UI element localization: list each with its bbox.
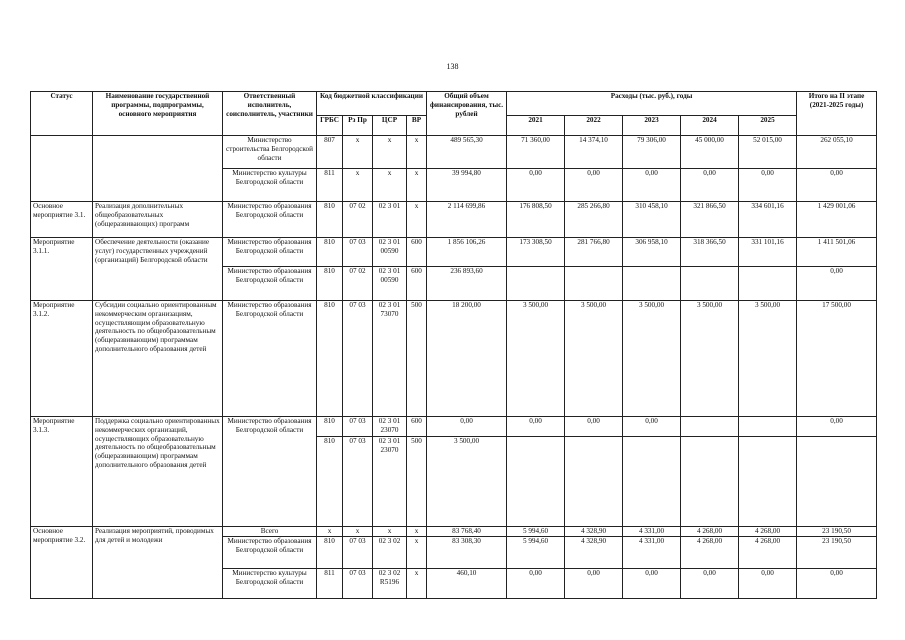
csr-cell: х — [373, 527, 407, 537]
vr-cell: х — [407, 202, 427, 238]
y2024-cell: 3 500,00 — [681, 301, 739, 417]
total-cell: 83 768,40 — [427, 527, 507, 537]
status-cell: Основное мероприятие 3.1. — [31, 202, 93, 238]
stage-total-cell — [797, 437, 877, 527]
y2024-cell: 4 268,00 — [681, 537, 739, 569]
total-cell: 18 200,00 — [427, 301, 507, 417]
table-row — [31, 527, 877, 537]
header-vr: ВР — [407, 116, 427, 136]
y2021-cell: 173 308,50 — [507, 238, 565, 267]
stage-total-cell: 1 411 501,06 — [797, 238, 877, 267]
y2022-cell: 4 328,90 — [565, 527, 623, 537]
vr-cell: 600 — [407, 417, 427, 437]
y2023-cell: 310 458,10 — [623, 202, 681, 238]
header-grbs: ГРБС — [317, 116, 343, 136]
y2022-cell: 0,00 — [565, 417, 623, 437]
y2023-cell: 3 500,00 — [623, 301, 681, 417]
name-cell: Реализация дополнительных общеобразовательных (общеразвивающих) программ — [93, 202, 223, 238]
stage-total-cell: 0,00 — [797, 569, 877, 599]
rzpr-cell: 07 03 — [343, 437, 373, 527]
rzpr-cell: 07 03 — [343, 238, 373, 267]
y2021-cell: 3 500,00 — [507, 301, 565, 417]
csr-cell: 02 3 01 00590 — [373, 267, 407, 301]
name-cell: Поддержка социально ориентированных некоммерческих организаций, осуществляющих образовательную деятельность по общеобразовательным (общеразвивающим) программам дополнительного образования детей — [93, 417, 223, 527]
vr-cell: х — [407, 169, 427, 202]
status-cell: Мероприятие 3.1.3. — [31, 417, 93, 527]
total-cell: 460,10 — [427, 569, 507, 599]
vr-cell: 600 — [407, 267, 427, 301]
y2023-cell: 0,00 — [623, 169, 681, 202]
grbs-cell: 811 — [317, 569, 343, 599]
y2025-cell — [739, 267, 797, 301]
y2021-cell: 0,00 — [507, 569, 565, 599]
y2025-cell: 0,00 — [739, 169, 797, 202]
header-2022: 2022 — [565, 116, 623, 136]
vr-cell: 500 — [407, 437, 427, 527]
grbs-cell: 810 — [317, 238, 343, 267]
y2021-cell: 5 994,60 — [507, 537, 565, 569]
y2024-cell: 318 366,50 — [681, 238, 739, 267]
total-cell: 39 994,80 — [427, 169, 507, 202]
y2023-cell — [623, 437, 681, 527]
rzpr-cell: 07 03 — [343, 301, 373, 417]
total-cell: 236 893,60 — [427, 267, 507, 301]
y2023-cell — [623, 267, 681, 301]
header-2023: 2023 — [623, 116, 681, 136]
y2022-cell: 3 500,00 — [565, 301, 623, 417]
y2024-cell: 321 866,50 — [681, 202, 739, 238]
rzpr-cell: 07 02 — [343, 202, 373, 238]
name-cell: Реализация мероприятий, проводимых для детей и молодежи — [93, 527, 223, 599]
y2023-cell: 4 331,00 — [623, 537, 681, 569]
y2021-cell: 71 360,00 — [507, 136, 565, 169]
y2024-cell: 45 000,00 — [681, 136, 739, 169]
y2025-cell: 3 500,00 — [739, 301, 797, 417]
name-cell: Субсидии социально ориентированным некоммерческим организациям, осуществляющим образовательную деятельность по общеобразовательным (общеразвивающим) программам дополнительного образования детей — [93, 301, 223, 417]
page-number: 138 — [446, 62, 459, 71]
csr-cell: 02 3 01 73070 — [373, 301, 407, 417]
total-cell: 83 308,30 — [427, 537, 507, 569]
rzpr-cell: х — [343, 169, 373, 202]
y2024-cell — [681, 437, 739, 527]
name-cell — [93, 136, 223, 202]
y2021-cell — [507, 437, 565, 527]
stage-total-cell: 0,00 — [797, 267, 877, 301]
executor-cell: Министерство образования Белгородской области — [223, 537, 317, 569]
y2022-cell: 0,00 — [565, 169, 623, 202]
table-row — [31, 301, 877, 417]
header-rzpr: Рз Пр — [343, 116, 373, 136]
y2024-cell: 0,00 — [681, 169, 739, 202]
budget-table — [30, 91, 877, 599]
executor-cell: Министерство культуры Белгородской области — [223, 169, 317, 202]
total-cell: 489 565,30 — [427, 136, 507, 169]
total-cell: 1 856 106,26 — [427, 238, 507, 267]
status-cell: Мероприятие 3.1.1. — [31, 238, 93, 301]
total-cell: 0,00 — [427, 417, 507, 437]
stage-total-cell: 23 190,50 — [797, 537, 877, 569]
y2021-cell — [507, 267, 565, 301]
csr-cell: 02 3 02 — [373, 537, 407, 569]
executor-cell: Министерство образования Белгородской области — [223, 417, 317, 527]
csr-cell: 02 3 02 R5196 — [373, 569, 407, 599]
vr-cell: х — [407, 136, 427, 169]
executor-cell: Министерство строительства Белгородской области — [223, 136, 317, 169]
y2022-cell: 0,00 — [565, 569, 623, 599]
grbs-cell: х — [317, 527, 343, 537]
rzpr-cell: 07 03 — [343, 417, 373, 437]
table-row — [31, 136, 877, 169]
total-cell: 2 114 699,86 — [427, 202, 507, 238]
table-row — [31, 417, 877, 437]
executor-cell: Министерство образования Белгородской области — [223, 267, 317, 301]
total-cell: 3 500,00 — [427, 437, 507, 527]
y2025-cell: 0,00 — [739, 569, 797, 599]
csr-cell: 02 3 01 23070 — [373, 437, 407, 527]
y2025-cell: 331 101,16 — [739, 238, 797, 267]
grbs-cell: 807 — [317, 136, 343, 169]
rzpr-cell: х — [343, 527, 373, 537]
grbs-cell: 810 — [317, 202, 343, 238]
stage-total-cell: 262 055,10 — [797, 136, 877, 169]
stage-total-cell: 17 500,00 — [797, 301, 877, 417]
stage-total-cell: 23 190,50 — [797, 527, 877, 537]
csr-cell: 02 3 01 — [373, 202, 407, 238]
stage-total-cell: 0,00 — [797, 417, 877, 437]
table-row — [31, 238, 877, 267]
y2023-cell: 79 306,00 — [623, 136, 681, 169]
status-cell: Мероприятие 3.1.2. — [31, 301, 93, 417]
y2022-cell: 4 328,90 — [565, 537, 623, 569]
y2022-cell: 281 766,80 — [565, 238, 623, 267]
grbs-cell: 811 — [317, 169, 343, 202]
header-total-funding: Общий объем финансирования, тыс. рублей — [427, 92, 507, 136]
vr-cell: х — [407, 527, 427, 537]
y2025-cell: 4 268,00 — [739, 537, 797, 569]
executor-cell: Министерство образования Белгородской области — [223, 301, 317, 417]
status-cell: Основное мероприятие 3.2. — [31, 527, 93, 599]
y2023-cell: 4 331,00 — [623, 527, 681, 537]
y2024-cell: 0,00 — [681, 569, 739, 599]
y2023-cell: 0,00 — [623, 569, 681, 599]
y2021-cell: 0,00 — [507, 169, 565, 202]
vr-cell: х — [407, 537, 427, 569]
y2021-cell: 176 808,50 — [507, 202, 565, 238]
y2025-cell: 4 268,00 — [739, 527, 797, 537]
y2025-cell — [739, 417, 797, 437]
stage-total-cell: 0,00 — [797, 169, 877, 202]
header-2024: 2024 — [681, 116, 739, 136]
table-row — [31, 202, 877, 238]
grbs-cell: 810 — [317, 267, 343, 301]
y2021-cell: 5 994,60 — [507, 527, 565, 537]
y2023-cell: 0,00 — [623, 417, 681, 437]
header-executor: Ответственный исполнитель, соисполнитель, участники — [223, 92, 317, 136]
rzpr-cell: 07 03 — [343, 537, 373, 569]
vr-cell: 500 — [407, 301, 427, 417]
header-name: Наименование государственной программы, подпрограммы, основного мероприятия — [93, 92, 223, 136]
y2025-cell: 52 015,00 — [739, 136, 797, 169]
grbs-cell: 810 — [317, 537, 343, 569]
rzpr-cell: х — [343, 136, 373, 169]
y2025-cell: 334 601,16 — [739, 202, 797, 238]
stage-total-cell: 1 429 001,06 — [797, 202, 877, 238]
csr-cell: х — [373, 136, 407, 169]
csr-cell: 02 3 01 23070 — [373, 417, 407, 437]
csr-cell: х — [373, 169, 407, 202]
executor-cell: Министерство образования Белгородской области — [223, 202, 317, 238]
rzpr-cell: 07 03 — [343, 569, 373, 599]
grbs-cell: 810 — [317, 437, 343, 527]
y2024-cell — [681, 267, 739, 301]
y2021-cell: 0,00 — [507, 417, 565, 437]
header-expenses: Расходы (тыс. руб.), годы — [507, 92, 797, 116]
header-2025: 2025 — [739, 116, 797, 136]
y2024-cell: 4 268,00 — [681, 527, 739, 537]
executor-cell: Министерство образования Белгородской области — [223, 238, 317, 267]
name-cell: Обеспечение деятельности (оказание услуг) государственных учреждений (организаций) Белгородской области — [93, 238, 223, 301]
y2022-cell — [565, 437, 623, 527]
grbs-cell: 810 — [317, 417, 343, 437]
y2025-cell — [739, 437, 797, 527]
y2023-cell: 306 958,10 — [623, 238, 681, 267]
y2024-cell — [681, 417, 739, 437]
executor-cell: Всего — [223, 527, 317, 537]
y2022-cell: 14 374,10 — [565, 136, 623, 169]
header-budget-code: Код бюджетной классификации — [317, 92, 427, 116]
y2022-cell: 285 266,80 — [565, 202, 623, 238]
status-cell — [31, 136, 93, 202]
y2022-cell — [565, 267, 623, 301]
rzpr-cell: 07 02 — [343, 267, 373, 301]
header-csr: ЦСР — [373, 116, 407, 136]
grbs-cell: 810 — [317, 301, 343, 417]
header-2021: 2021 — [507, 116, 565, 136]
header-stage-total: Итого на II этапе (2021-2025 годы) — [797, 92, 877, 136]
header-status: Статус — [31, 92, 93, 136]
executor-cell: Министерство культуры Белгородской области — [223, 569, 317, 599]
vr-cell: х — [407, 569, 427, 599]
vr-cell: 600 — [407, 238, 427, 267]
csr-cell: 02 3 01 00590 — [373, 238, 407, 267]
